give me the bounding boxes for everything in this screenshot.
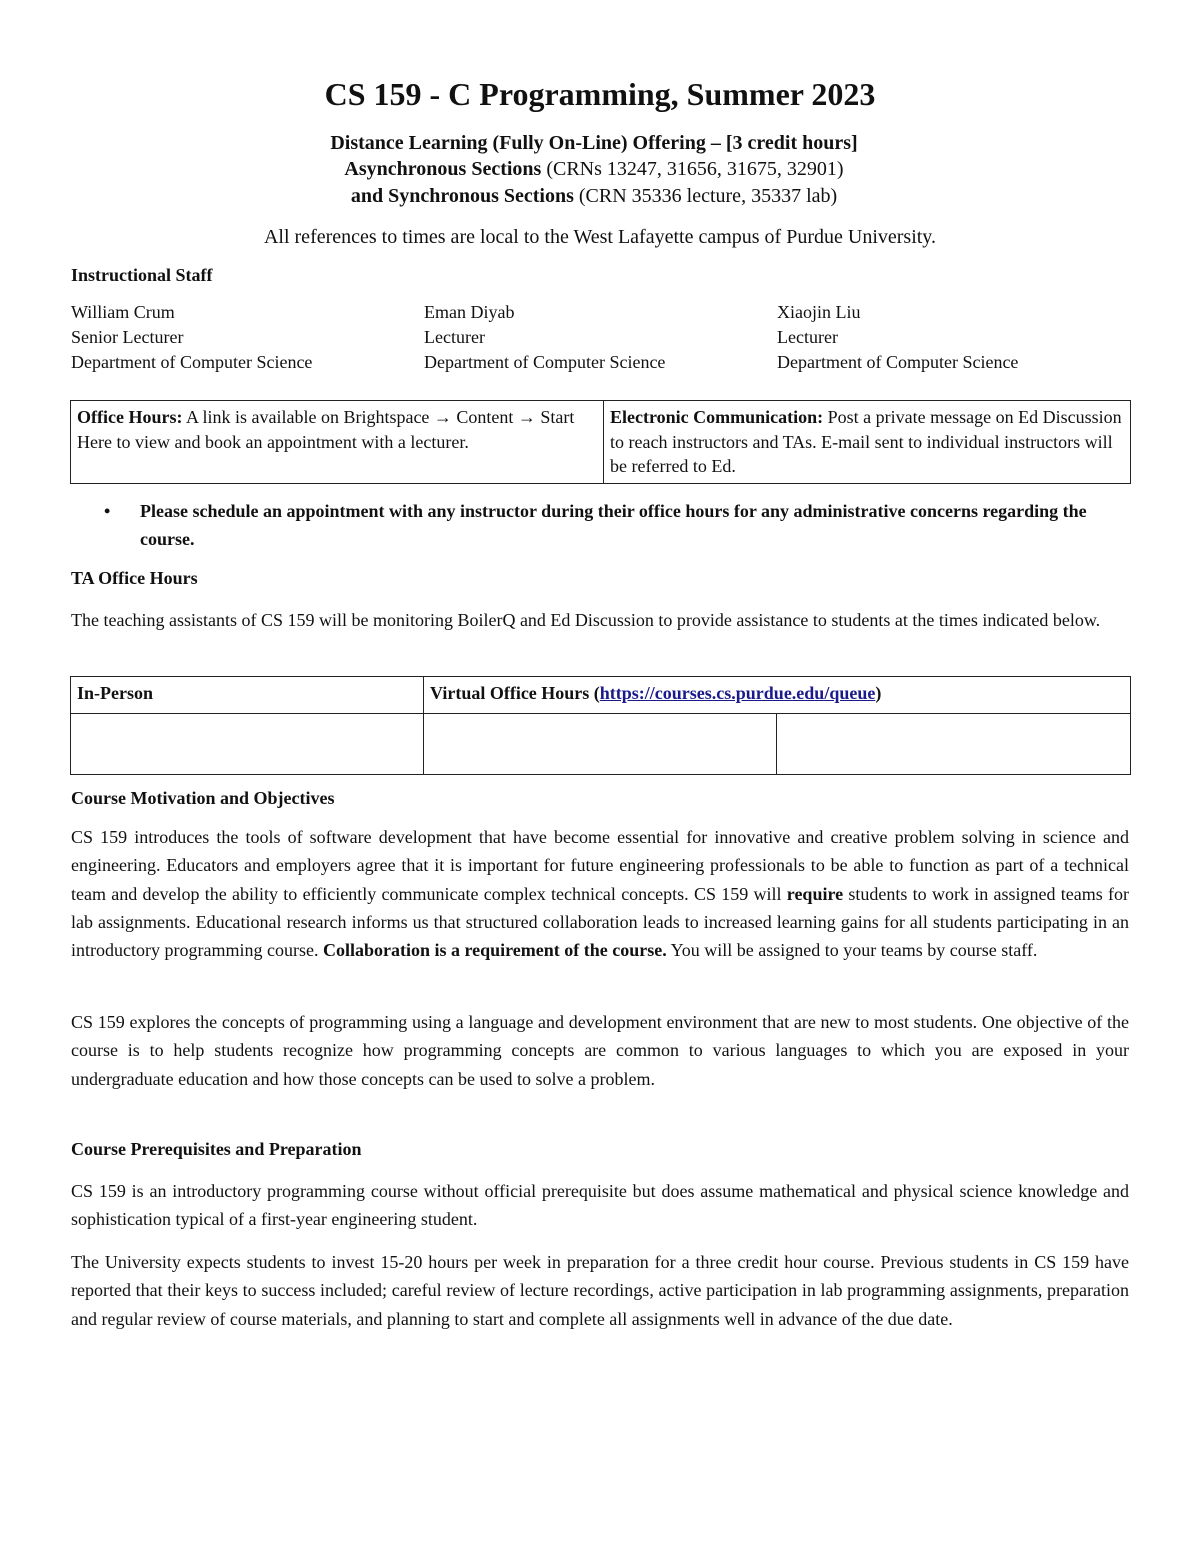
virtual-hours-header: [424, 677, 1131, 714]
virtual-hours-close: ): [875, 683, 882, 703]
sync-sections-line: [0, 183, 1188, 209]
table-cell-empty: [424, 714, 777, 775]
require-emphasis: require: [786, 883, 844, 904]
staff-name: Eman Diyab: [424, 302, 515, 322]
staff-member: [424, 300, 665, 375]
contact-info-table: [70, 400, 1131, 484]
staff-title: Lecturer: [777, 327, 838, 347]
staff-department: Department of Computer Science: [777, 352, 1019, 372]
page-title: CS 159 - C Programming, Summer 2023: [324, 76, 876, 112]
motivation-text: You will be assigned to your teams by course staff.: [666, 940, 1038, 961]
staff-member: [71, 300, 312, 375]
prerequisites-heading: Course Prerequisites and Preparation: [71, 1139, 362, 1159]
offering-line: Distance Learning (Fully On-Line) Offering – [3 credit hours]: [330, 132, 858, 154]
table-cell-empty: [777, 714, 1131, 775]
ta-office-hours-heading: TA Office Hours: [71, 568, 198, 588]
async-sections-line: [0, 156, 1188, 182]
staff-name: Xiaojin Liu: [777, 302, 861, 322]
collaboration-emphasis: Collaboration is a requirement of the course.: [322, 940, 667, 961]
electronic-communication-cell: [604, 401, 1131, 484]
async-crns: (CRNs 13247, 31656, 31675, 32901): [541, 158, 844, 180]
motivation-paragraph-1: [71, 823, 1129, 964]
time-reference-note: All references to times are local to the West Lafayette campus of Purdue University.: [263, 226, 937, 248]
table-cell-empty: [71, 714, 424, 775]
table-row: [71, 714, 1131, 775]
staff-member: [777, 300, 1018, 375]
prerequisites-paragraph-2: The University expects students to invest 15-20 hours per week in preparation for a three credit hour course. Previous students in CS 159 have reported that their keys to success included; careful review of lecture recordings, active participation in lab programming assignments, preparation and regular review of course materials, and planning to start and complete all assignments well in advance of the due date.: [71, 1252, 1129, 1329]
electronic-communication-label: Electronic Communication:: [610, 407, 824, 427]
motivation-paragraph-2: CS 159 explores the concepts of programming using a language and development environment that are new to most students. One objective of the course is to help students recognize how programming concepts are common to various languages to which you are exposed in your undergraduate education and how those concepts can be used to solve a problem.: [71, 1012, 1129, 1089]
office-hours-label: Office Hours:: [77, 407, 183, 427]
motivation-text: CS 159 introduces the tools of software development that have become essential for innovative and creative problem solving in science and engineering. Educators and employers agree that it is important for future engineering professionals to be able to function as part of a technical team and develop the ability to efficiently communicate complex technical concepts. CS 159 will: [71, 827, 1129, 904]
ta-office-hours-text: The teaching assistants of CS 159 will be monitoring BoilerQ and Ed Discussion to provide assistance to students at the times indicated below.: [71, 610, 1101, 630]
ta-hours-table: [70, 676, 1131, 775]
office-hours-text: A link is available on Brightspace → Content → Start Here to view and book an appointment with a lecturer.: [77, 407, 575, 452]
async-label: Asynchronous Sections: [344, 158, 542, 180]
electronic-communication-text: Post a private message on Ed Discussion to reach instructors and TAs. E-mail sent to individual instructors will be referred to Ed.: [610, 407, 1122, 476]
staff-title: Lecturer: [424, 327, 485, 347]
table-row: [71, 677, 1131, 714]
sync-crns: (CRN 35336 lecture, 35337 lab): [573, 185, 838, 207]
staff-department: Department of Computer Science: [71, 352, 313, 372]
motivation-heading: Course Motivation and Objectives: [71, 788, 335, 808]
in-person-header: In-Person: [71, 677, 424, 714]
prerequisites-paragraph-1: CS 159 is an introductory programming course without official prerequisite but does assume mathematical and physical science knowledge and sophistication typical of a first-year engineering student.: [71, 1181, 1129, 1230]
bullet-icon: •: [104, 501, 111, 521]
bullet-text: Please schedule an appointment with any instructor during their office hours for any administrative concerns regarding the course.: [140, 501, 1087, 549]
motivation-text: students to work in assigned teams for lab assignments. Educational research informs us that structured collaboration leads to increased learning gains for all students participating in an introductory programming course.: [71, 883, 1129, 961]
sync-label: and Synchronous Sections: [350, 185, 574, 207]
staff-name: William Crum: [71, 302, 175, 322]
office-hours-cell: [71, 401, 604, 484]
staff-department: Department of Computer Science: [424, 352, 666, 372]
virtual-hours-label: Virtual Office Hours (: [430, 683, 600, 703]
instructional-staff-heading: Instructional Staff: [71, 265, 213, 285]
queue-link[interactable]: https://courses.cs.purdue.edu/queue: [599, 683, 876, 703]
staff-title: Senior Lecturer: [71, 327, 184, 347]
